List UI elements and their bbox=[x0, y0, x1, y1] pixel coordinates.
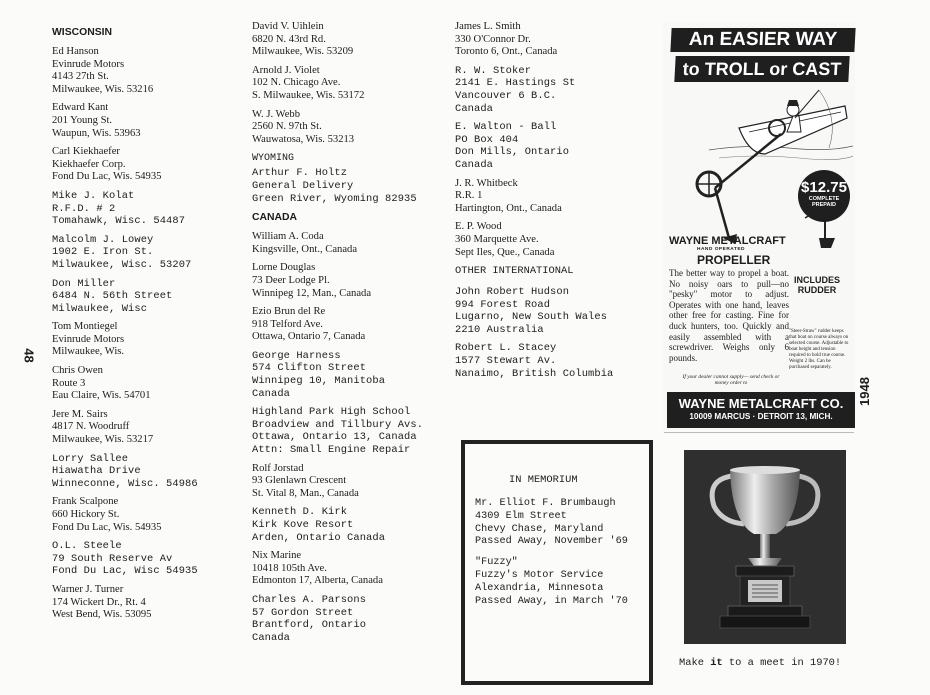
entry-name: James L. Smith bbox=[455, 21, 521, 32]
entry-address-line: Winnipeg 10, Manitoba bbox=[252, 375, 386, 388]
entry-address-line: Evinrude Motors bbox=[52, 58, 125, 70]
address-entry bbox=[252, 594, 452, 644]
entry-address-line: Waupun, Wis. 53963 bbox=[52, 127, 141, 139]
entry-address-line: Canada bbox=[455, 158, 494, 171]
entry-address-line: Hiawatha Drive bbox=[52, 465, 141, 478]
entry-name: Jere M. Sairs bbox=[52, 408, 108, 420]
address-entry bbox=[252, 506, 452, 544]
address-entry bbox=[52, 496, 242, 534]
entry-name: E. Walton - Ball bbox=[455, 121, 557, 134]
address-entry bbox=[252, 65, 452, 103]
ad-hand-operated: HAND OPERATED bbox=[697, 247, 745, 252]
entry-name: Highland Park High School bbox=[252, 406, 411, 419]
address-entry bbox=[52, 321, 242, 359]
entry-address-line: Kirk Kove Resort bbox=[252, 519, 354, 531]
entry-address-line: Milwaukee, Wis. bbox=[52, 346, 125, 358]
price-sub-prepaid: PREPAID bbox=[811, 202, 837, 208]
column-wisconsin bbox=[52, 18, 242, 628]
entry-address-line: Vancouver 6 B.C. bbox=[455, 89, 557, 102]
entry-address-line: 57 Gordon Street bbox=[252, 606, 354, 619]
entry-address-line: 360 Marquette Ave. bbox=[455, 233, 539, 245]
entry-list bbox=[455, 21, 655, 259]
entry-address-line: 6820 N. 43rd Rd. bbox=[252, 33, 326, 45]
entry-name: Warner J. Turner bbox=[52, 583, 124, 595]
entry-address-line: 4143 27th St. bbox=[52, 71, 109, 83]
address-entry bbox=[52, 278, 242, 316]
address-entry bbox=[252, 463, 452, 501]
address-entry bbox=[252, 306, 452, 344]
address-entry bbox=[52, 409, 242, 447]
address-entry bbox=[455, 65, 655, 115]
address-entry bbox=[252, 550, 452, 588]
entry-name: R. W. Stoker bbox=[455, 64, 532, 77]
entry-address-line: Nanaimo, British Columbia bbox=[455, 367, 614, 380]
entry-address-line: 660 Hickory St. bbox=[52, 509, 120, 520]
ad-includes-rudder bbox=[785, 275, 849, 295]
entry-address-line: 574 Clifton Street bbox=[252, 362, 367, 375]
entry-name: John Robert Hudson bbox=[455, 286, 570, 299]
entry-address-line: Kingsville, Ont., Canada bbox=[252, 243, 358, 255]
entry-name: Arnold J. Violet bbox=[252, 64, 320, 76]
address-entry bbox=[455, 221, 655, 259]
entry-address-line: Fond Du Lac, Wis. 54935 bbox=[52, 171, 162, 183]
entry-name: George Harness bbox=[252, 349, 341, 362]
entry-name: Ezio Brun del Re bbox=[252, 306, 326, 318]
entry-address-line: 2141 E. Hastings St bbox=[455, 77, 576, 90]
caption-prefix: Make bbox=[679, 657, 711, 669]
entry-name: Ed Hanson bbox=[52, 46, 99, 57]
entry-address-line: Kiekhaefer Corp. bbox=[52, 158, 126, 170]
caption-emphasis: it bbox=[710, 657, 723, 669]
address-entry bbox=[252, 109, 452, 147]
address-entry bbox=[52, 365, 242, 403]
entry-name: Rolf Jorstad bbox=[252, 462, 304, 474]
entry-address-line: Tomahawk, Wisc. 54487 bbox=[52, 215, 186, 228]
column-right bbox=[455, 21, 655, 386]
address-entry bbox=[475, 557, 641, 608]
address-entry bbox=[252, 21, 452, 59]
in-memoriam-box bbox=[461, 440, 653, 685]
entry-address-line: Attn: Small Engine Repair bbox=[252, 444, 411, 457]
address-entry bbox=[52, 190, 242, 228]
heading-canada: CANADA bbox=[252, 212, 298, 224]
entry-address-line: 4817 N. Woodruff bbox=[52, 421, 130, 433]
address-entry bbox=[252, 167, 452, 205]
entry-address-line: Wauwatosa, Wis. 53213 bbox=[252, 133, 355, 145]
address-entry bbox=[252, 231, 452, 256]
address-entry bbox=[252, 262, 452, 300]
entry-address-line: Milwaukee, Wis. 53217 bbox=[52, 434, 154, 446]
entry-address-line: Sept Iles, Que., Canada bbox=[455, 246, 555, 258]
entry-name: William A. Coda bbox=[252, 231, 324, 243]
entry-address-line: Winnipeg 12, Man., Canada bbox=[252, 287, 372, 299]
entry-list bbox=[252, 21, 452, 146]
entry-address-line: 93 Glenlawn Crescent bbox=[252, 475, 347, 487]
address-entry bbox=[52, 234, 242, 272]
entry-address-line: Don Mills, Ontario bbox=[455, 146, 570, 159]
address-entry bbox=[52, 146, 242, 184]
entry-address-line: General Delivery bbox=[252, 179, 354, 192]
entry-address-line: 918 Telford Ave. bbox=[252, 318, 323, 330]
entry-address-line: 1577 Stewart Av. bbox=[455, 355, 557, 368]
ad-headline-1: An EASIER WAY bbox=[670, 28, 855, 52]
address-entry bbox=[252, 406, 452, 456]
entry-name: Don Miller bbox=[52, 277, 116, 290]
entry-address-line: Canada bbox=[252, 387, 291, 400]
entry-address-line: Canada bbox=[455, 102, 494, 115]
entry-address-line: Winneconne, Wisc. 54986 bbox=[52, 477, 198, 490]
address-entry bbox=[455, 121, 655, 171]
entry-name: Carl Kiekhaefer bbox=[52, 146, 120, 158]
entry-address-line: 79 South Reserve Av bbox=[52, 552, 173, 565]
address-entry bbox=[455, 21, 655, 59]
column-middle bbox=[252, 21, 452, 650]
ad-dealer-note: If your dealer cannot supply— send check or money order to bbox=[682, 374, 780, 387]
ad-footer bbox=[667, 392, 855, 428]
caption-suffix: to a meet in 1970! bbox=[722, 657, 842, 669]
entry-address-line: Canada bbox=[252, 631, 291, 644]
entry-name: J. R. Whitbeck bbox=[455, 177, 518, 189]
price-amount: $12.75 bbox=[801, 179, 847, 196]
entry-name: David V. Uihlein bbox=[252, 21, 324, 32]
boat-illustration bbox=[669, 88, 853, 248]
entry-address-line: 174 Wickert Dr., Rt. 4 bbox=[52, 596, 146, 608]
address-entry bbox=[52, 102, 242, 140]
entry-address-line: Hartington, Ont., Canada bbox=[455, 202, 562, 214]
entry-address-line: Route 3 bbox=[52, 377, 86, 389]
entry-address-line: 2560 N. 97th St. bbox=[252, 121, 322, 133]
memorial-entry-list bbox=[475, 498, 641, 608]
entry-address-line: Passed Away, November '69 bbox=[475, 536, 628, 548]
ad-includes-label: INCLUDES bbox=[793, 275, 840, 285]
ad-body-copy: The better way to propel a boat. No noisy oars to pull—no "pesky" motor to adjust. Operates with one hand, leaves other free for casting. Fine for duck hunters, too. Quickly and easily assembled with a screwdriver. Weighs only 6 pounds. bbox=[669, 268, 789, 363]
propeller-advertisement bbox=[663, 22, 855, 430]
address-entry bbox=[475, 498, 641, 549]
address-entry bbox=[52, 46, 242, 96]
entry-name: Mr. Elliot F. Brumbaugh bbox=[475, 498, 616, 509]
entry-address-line: S. Milwaukee, Wis. 53172 bbox=[252, 89, 365, 101]
entry-name: Kenneth D. Kirk bbox=[252, 506, 348, 519]
trophy-photo bbox=[684, 450, 846, 644]
heading-wyoming: WYOMING bbox=[252, 153, 295, 165]
entry-address-line: Eau Claire, Wis. 54701 bbox=[52, 390, 151, 402]
entry-address-line: 330 O'Connor Dr. bbox=[455, 33, 531, 45]
heading-wisconsin: WISCONSIN bbox=[52, 27, 113, 38]
entry-name: Lorne Douglas bbox=[252, 262, 316, 274]
entry-address-line: 4309 Elm Street bbox=[475, 510, 567, 522]
entry-address-line: St. Vital 8, Man., Canada bbox=[252, 487, 359, 499]
entry-address-line: Passed Away, in March '70 bbox=[475, 595, 628, 607]
ad-rudder-note: "Steer-Straw" rudder keeps that boat on course always on selected course. Adjustable to boat height and tension required to hold true course. Weight 2 lbs. Can be purchased separately. bbox=[789, 329, 849, 370]
entry-address-line: 6484 N. 56th Street bbox=[52, 290, 173, 303]
entry-name: Charles A. Parsons bbox=[252, 593, 367, 606]
price-sub-complete: COMPLETE bbox=[808, 196, 840, 202]
entry-address-line: R.F.D. # 2 bbox=[52, 202, 116, 215]
address-entry bbox=[52, 584, 242, 622]
address-entry bbox=[455, 342, 655, 380]
entry-address-line: R.R. 1 bbox=[455, 190, 483, 202]
ad-brand: WAYNE METALCRAFT bbox=[669, 235, 786, 247]
entry-address-line: West Bend, Wis. 53095 bbox=[52, 609, 152, 621]
entry-address-line: Fuzzy's Motor Service bbox=[475, 569, 604, 581]
heading-other-international: OTHER INTERNATIONAL bbox=[455, 265, 574, 278]
entry-address-line: Edmonton 17, Alberta, Canada bbox=[252, 575, 383, 587]
entry-address-line: Green River, Wyoming 82935 bbox=[252, 192, 417, 205]
trophy-icon bbox=[684, 450, 846, 644]
entry-list bbox=[252, 231, 452, 644]
address-entry bbox=[52, 540, 242, 578]
entry-address-line: Toronto 6, Ont., Canada bbox=[455, 46, 558, 58]
divider bbox=[664, 432, 854, 433]
entry-address-line: Milwaukee, Wisc bbox=[52, 302, 148, 315]
entry-name: Edward Kant bbox=[52, 102, 109, 114]
entry-name: O.L. Steele bbox=[52, 540, 122, 553]
entry-name: Nix Marine bbox=[252, 550, 302, 562]
entry-name: Frank Scalpone bbox=[52, 496, 119, 508]
photo-caption bbox=[679, 657, 841, 669]
ad-rudder-label: RUDDER bbox=[797, 285, 837, 295]
entry-address-line: Milwaukee, Wis. 53209 bbox=[252, 46, 354, 58]
entry-name: Malcolm J. Lowey bbox=[52, 233, 154, 246]
entry-address-line: Chevy Chase, Maryland bbox=[475, 523, 604, 535]
entry-address-line: Lugarno, New South Wales bbox=[455, 311, 608, 324]
entry-address-line: 1902 E. Iron St. bbox=[52, 246, 154, 259]
entry-address-line: PO Box 404 bbox=[455, 133, 519, 146]
entry-name: E. P. Wood bbox=[455, 221, 502, 233]
ad-headline-2: to TROLL or CAST bbox=[674, 56, 849, 82]
entry-address-line: Arden, Ontario Canada bbox=[252, 531, 386, 544]
page-number: 48 bbox=[21, 348, 37, 363]
entry-address-line: 201 Young St. bbox=[52, 114, 113, 126]
entry-address-line: Evinrude Motors bbox=[52, 333, 125, 345]
memorial-title: IN MEMORIUM bbox=[509, 474, 578, 486]
entry-address-line: Milwaukee, Wis. 53216 bbox=[52, 83, 154, 95]
ad-company-name: WAYNE METALCRAFT CO. bbox=[678, 396, 844, 411]
address-entry bbox=[455, 178, 655, 216]
entry-list bbox=[252, 167, 452, 205]
entry-name: Tom Montiegel bbox=[52, 321, 118, 333]
year-label: 1948 bbox=[856, 377, 872, 406]
entry-name: W. J. Webb bbox=[252, 108, 300, 120]
entry-address-line: Ottawa, Ontario 13, Canada bbox=[252, 431, 417, 444]
address-entry bbox=[455, 286, 655, 336]
address-entry bbox=[52, 453, 242, 491]
entry-address-line: Brantford, Ontario bbox=[252, 619, 367, 632]
entry-address-line: Fond Du Lac, Wisc 54935 bbox=[52, 565, 198, 578]
address-entry bbox=[252, 350, 452, 400]
entry-name: Arthur F. Holtz bbox=[252, 167, 348, 180]
ad-company-address: 10009 MARCUS · DETROIT 13, MICH. bbox=[689, 412, 833, 421]
entry-address-line: Alexandria, Minnesota bbox=[475, 582, 604, 594]
entry-address-line: Broadview and Tillbury Avs. bbox=[252, 418, 424, 431]
entry-address-line: 2210 Australia bbox=[455, 323, 544, 336]
entry-address-line: Milwaukee, Wisc. 53207 bbox=[52, 258, 192, 271]
ad-product-name: PROPELLER bbox=[697, 253, 771, 267]
entry-name: Chris Owen bbox=[52, 365, 103, 377]
entry-address-line: Fond Du Lac, Wis. 54935 bbox=[52, 521, 162, 533]
price-badge bbox=[798, 170, 850, 222]
entry-name: "Fuzzy" bbox=[475, 557, 518, 569]
entry-list bbox=[52, 46, 242, 622]
entry-address-line: Ottawa, Ontario 7, Canada bbox=[252, 331, 366, 343]
entry-address-line: 10418 105th Ave. bbox=[252, 562, 327, 574]
entry-list bbox=[455, 286, 655, 380]
entry-address-line: 994 Forest Road bbox=[455, 298, 551, 311]
entry-name: Mike J. Kolat bbox=[52, 189, 135, 202]
entry-address-line: 73 Deer Lodge Pl. bbox=[252, 274, 330, 286]
entry-name: Lorry Sallee bbox=[52, 452, 129, 465]
entry-address-line: 102 N. Chicago Ave. bbox=[252, 77, 341, 89]
entry-name: Robert L. Stacey bbox=[455, 342, 557, 355]
